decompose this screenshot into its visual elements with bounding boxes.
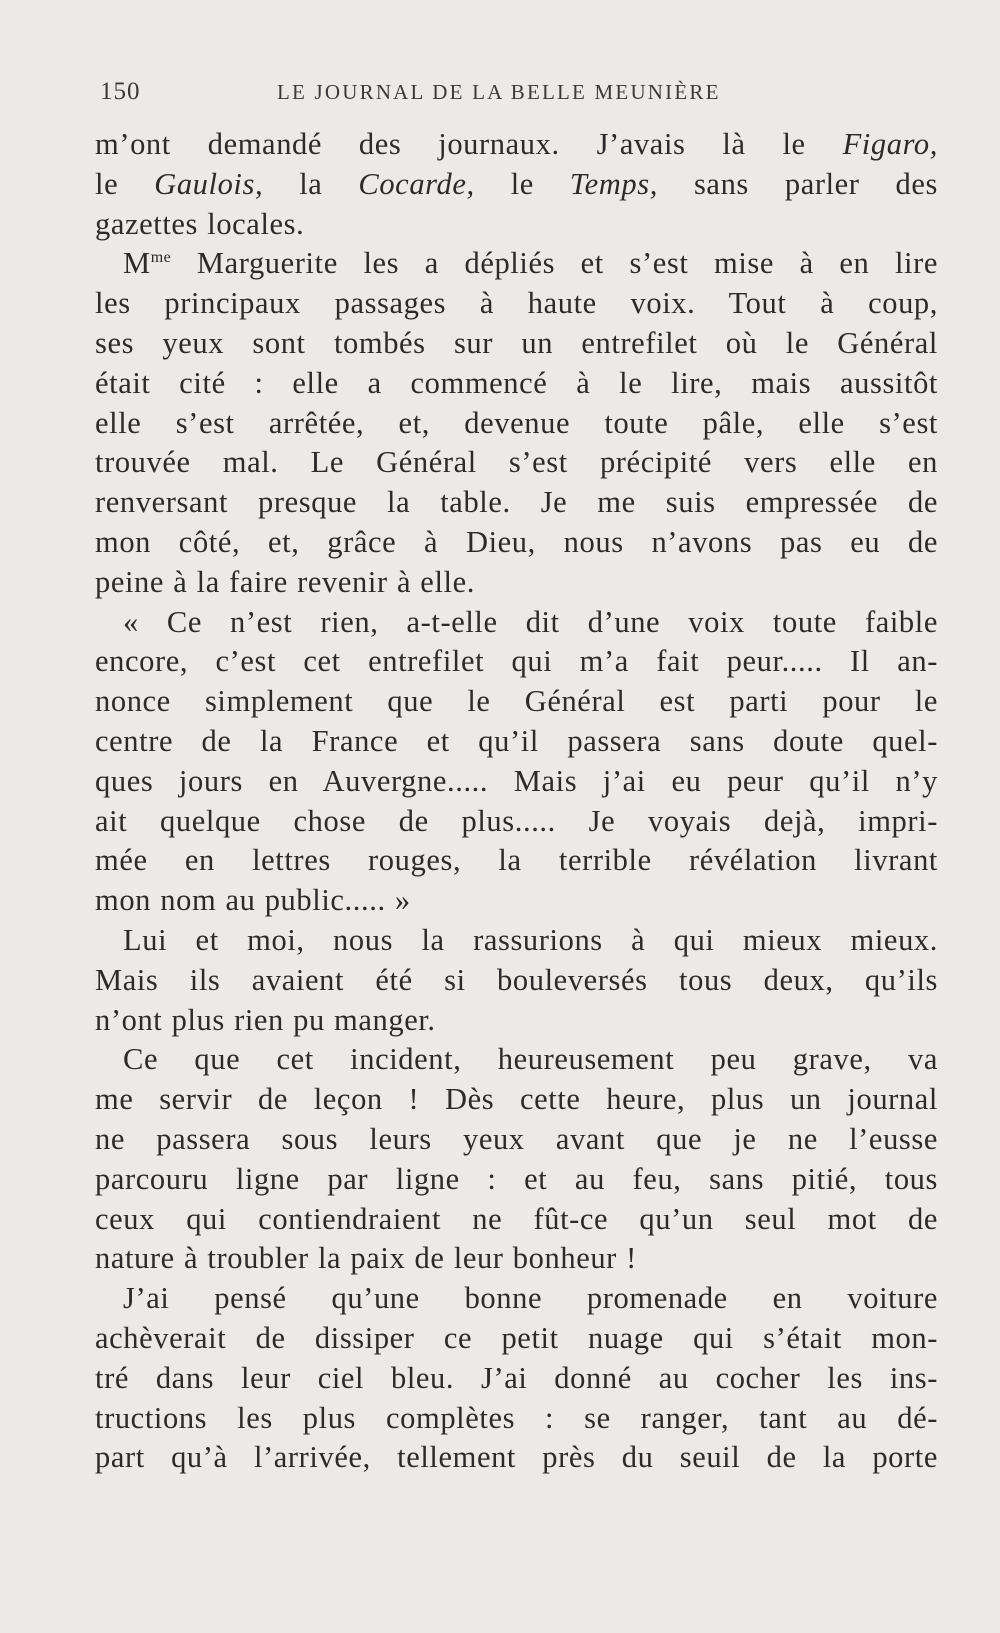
text-run: ait quelque chose de plus..... Je voyais dejà, impri- bbox=[95, 803, 938, 838]
text-run: le bbox=[95, 166, 155, 201]
text-line bbox=[95, 1239, 938, 1279]
italic-title: Figaro, bbox=[842, 127, 938, 161]
text-line bbox=[95, 1120, 938, 1160]
text-line bbox=[95, 404, 938, 444]
paragraph bbox=[95, 125, 938, 244]
text-line bbox=[95, 1160, 938, 1200]
running-head bbox=[100, 78, 940, 110]
running-title: LE JOURNAL DE LA BELLE MEUNIÈRE bbox=[277, 80, 721, 104]
text-run: encore, c’est cet entrefilet qui m’a fait peur..... Il an- bbox=[95, 644, 938, 679]
text-run: la bbox=[263, 166, 359, 201]
text-run: mon côté, et, grâce à Dieu, nous n’avons pas eu de bbox=[95, 524, 938, 559]
text-run: Marguerite les a dépliés et s’est mise à en lire bbox=[171, 246, 938, 281]
body-text bbox=[95, 125, 938, 1478]
text-run: Mais ils avaient été si bouleversés tous deux, qu’ils bbox=[95, 962, 938, 997]
text-run: Ce que cet incident, heureusement peu grave, va bbox=[123, 1042, 938, 1077]
text-run: tré dans leur ciel bleu. J’ai donné au cocher les ins- bbox=[95, 1360, 938, 1395]
text-run: m’ont demandé des journaux. J’avais là le bbox=[95, 127, 843, 161]
text-line bbox=[95, 523, 938, 563]
text-line bbox=[95, 1080, 938, 1120]
text-run: ses yeux sont tombés sur un entrefilet où le Général bbox=[95, 325, 938, 360]
text-run: J’ai pensé qu’une bonne promenade en voiture bbox=[123, 1281, 938, 1316]
paragraph bbox=[95, 1279, 938, 1478]
text-line bbox=[95, 1438, 938, 1478]
text-run: mon nom au public..... » bbox=[95, 883, 411, 918]
text-run: sans parler des bbox=[657, 166, 938, 201]
text-line bbox=[95, 1001, 938, 1041]
text-run: nonce simplement que le Général est parti pour le bbox=[95, 684, 938, 719]
text-run: parcouru ligne par ligne : et au feu, sans pitié, tous bbox=[95, 1161, 938, 1196]
text-line bbox=[95, 762, 938, 802]
text-line bbox=[95, 483, 938, 523]
text-line bbox=[95, 1319, 938, 1359]
paragraph bbox=[95, 244, 938, 602]
italic-title: Cocarde, bbox=[358, 166, 475, 201]
text-run: Lui et moi, nous la rassurions à qui mieux mieux. bbox=[123, 922, 938, 957]
text-run: elle s’est arrêtée, et, devenue toute pâle, elle s’est bbox=[95, 405, 938, 440]
italic-title: Gaulois, bbox=[154, 166, 264, 201]
text-line bbox=[95, 165, 938, 205]
text-run: nature à troubler la paix de leur bonheur ! bbox=[95, 1241, 637, 1276]
text-line bbox=[95, 284, 938, 324]
text-line bbox=[95, 921, 938, 961]
text-run: trouvée mal. Le Général s’est précipité vers elle en bbox=[95, 445, 938, 480]
page-number: 150 bbox=[100, 78, 141, 105]
text-run: M bbox=[123, 246, 151, 281]
text-line bbox=[95, 364, 938, 404]
text-line bbox=[95, 841, 938, 881]
text-line bbox=[95, 603, 938, 643]
text-line bbox=[95, 443, 938, 483]
text-run: me servir de leçon ! Dès cette heure, plus un journal bbox=[95, 1082, 938, 1117]
italic-title: Temps, bbox=[569, 166, 658, 201]
text-line bbox=[95, 722, 938, 762]
text-run: centre de la France et qu’il passera sans doute quel- bbox=[95, 723, 938, 758]
text-run: part qu’à l’arrivée, tellement près du seuil de la porte bbox=[95, 1440, 938, 1475]
text-run: renversant presque la table. Je me suis empressée de bbox=[95, 485, 938, 520]
text-line bbox=[95, 125, 938, 165]
text-line bbox=[95, 881, 938, 921]
text-line bbox=[95, 1399, 938, 1439]
text-line bbox=[95, 324, 938, 364]
text-run: les principaux passages à haute voix. Tout à coup, bbox=[95, 286, 938, 321]
text-run: le bbox=[474, 166, 570, 201]
text-line bbox=[95, 1279, 938, 1319]
paragraph bbox=[95, 921, 938, 1040]
text-line bbox=[95, 642, 938, 682]
text-run: ques jours en Auvergne..... Mais j’ai eu peur qu’il n’y bbox=[95, 763, 938, 798]
text-line bbox=[95, 1359, 938, 1399]
superscript: me bbox=[150, 249, 172, 267]
text-run: ceux qui contiendraient ne fût-ce qu’un seul mot de bbox=[95, 1201, 938, 1236]
paragraph bbox=[95, 1040, 938, 1279]
text-run: achèverait de dissiper ce petit nuage qui s’était mon- bbox=[95, 1320, 938, 1355]
text-run: peine à la faire revenir à elle. bbox=[95, 564, 475, 599]
text-run: « Ce n’est rien, a-t-elle dit d’une voix toute faible bbox=[123, 604, 938, 639]
text-line bbox=[95, 961, 938, 1001]
text-run: était cité : elle a commencé à le lire, mais aussitôt bbox=[95, 365, 938, 400]
paragraph bbox=[95, 603, 938, 921]
text-line bbox=[95, 1040, 938, 1080]
text-run: ne passera sous leurs yeux avant que je ne l’eusse bbox=[95, 1121, 938, 1156]
text-line bbox=[95, 563, 938, 603]
text-line bbox=[95, 1200, 938, 1240]
text-run: n’ont plus rien pu manger. bbox=[95, 1002, 436, 1037]
text-run: gazettes locales. bbox=[95, 206, 305, 241]
text-run: mée en lettres rouges, la terrible révélation livrant bbox=[95, 843, 938, 878]
text-line bbox=[95, 682, 938, 722]
text-line bbox=[95, 205, 938, 245]
text-run: tructions les plus complètes : se ranger, tant au dé- bbox=[95, 1400, 938, 1435]
text-line bbox=[95, 802, 938, 842]
text-line bbox=[95, 244, 938, 284]
